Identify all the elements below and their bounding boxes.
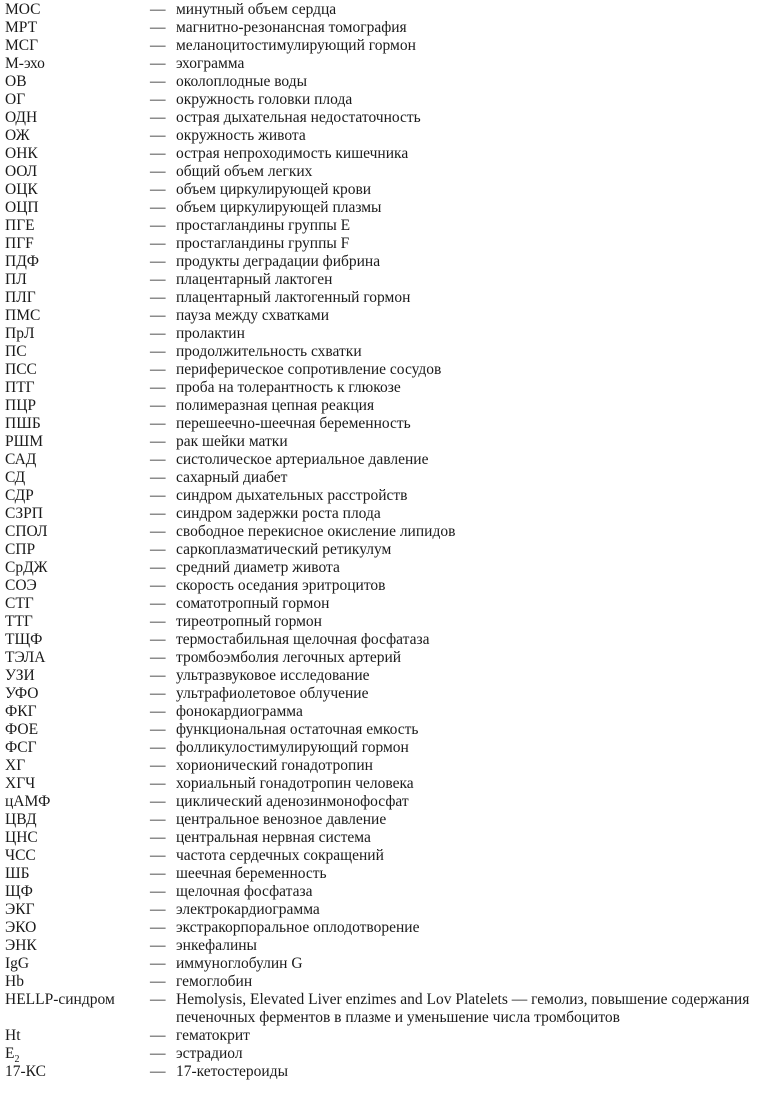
abbreviation-entry bbox=[5, 217, 770, 235]
em-dash-separator: — bbox=[150, 541, 166, 558]
abbreviation-term-text: IgG bbox=[5, 955, 30, 972]
abbreviation-entry bbox=[5, 361, 770, 379]
abbreviation-term-text: E bbox=[5, 1045, 15, 1062]
abbreviation-entry bbox=[5, 829, 770, 847]
abbreviation-term bbox=[5, 307, 150, 325]
abbreviation-entry bbox=[5, 847, 770, 865]
abbreviation-term bbox=[5, 793, 150, 811]
abbreviation-entry bbox=[5, 901, 770, 919]
abbreviation-entry bbox=[5, 811, 770, 829]
abbreviation-definition: гематокрит bbox=[176, 1027, 250, 1044]
abbreviation-term-text: ОЦК bbox=[5, 181, 38, 198]
abbreviation-term bbox=[5, 289, 150, 307]
abbreviation-term-text: МРТ bbox=[5, 19, 38, 36]
em-dash-separator: — bbox=[150, 19, 166, 36]
abbreviation-term-text: ПрЛ bbox=[5, 325, 35, 342]
abbreviation-term-text: ОЦП bbox=[5, 199, 39, 216]
abbreviation-term bbox=[5, 739, 150, 757]
abbreviation-term-text: Hb bbox=[5, 973, 24, 990]
abbreviation-definition: меланоцитостимулирующий гормон bbox=[176, 37, 416, 54]
abbreviation-entry bbox=[5, 793, 770, 811]
abbreviation-entry bbox=[5, 973, 770, 991]
abbreviation-definition: функциональная остаточная емкость bbox=[176, 721, 419, 738]
abbreviation-definition: продукты деградации фибрина bbox=[176, 253, 381, 270]
abbreviation-entry bbox=[5, 379, 770, 397]
abbreviation-term bbox=[5, 325, 150, 343]
abbreviation-entry bbox=[5, 1045, 770, 1066]
abbreviation-definition: эхограмма bbox=[176, 55, 245, 72]
em-dash-separator: — bbox=[150, 829, 166, 846]
abbreviation-term bbox=[5, 145, 150, 163]
abbreviation-term bbox=[5, 415, 150, 433]
em-dash-separator: — bbox=[150, 775, 166, 792]
abbreviation-term-text: ЧСС bbox=[5, 847, 36, 864]
abbreviation-entry bbox=[5, 469, 770, 487]
abbreviation-entry bbox=[5, 1027, 770, 1045]
abbreviation-term-text: СОЭ bbox=[5, 577, 37, 594]
abbreviation-definition: хориальный гонадотропин человека bbox=[176, 775, 414, 792]
em-dash-separator: — bbox=[150, 307, 166, 324]
abbreviation-entry bbox=[5, 991, 770, 1027]
abbreviation-definition: тромбоэмболия легочных артерий bbox=[176, 649, 402, 666]
abbreviation-definition: электрокардиограмма bbox=[176, 901, 320, 918]
abbreviation-term-text: ОЖ bbox=[5, 127, 30, 144]
abbreviation-term-text: РШМ bbox=[5, 433, 44, 450]
abbreviation-entry bbox=[5, 55, 770, 73]
em-dash-separator: — bbox=[150, 73, 166, 90]
em-dash-separator: — bbox=[150, 127, 166, 144]
em-dash-separator: — bbox=[150, 991, 166, 1008]
abbreviation-term-text: М-эхо bbox=[5, 55, 45, 72]
em-dash-separator: — bbox=[150, 1, 166, 18]
em-dash-separator: — bbox=[150, 379, 166, 396]
abbreviation-term bbox=[5, 631, 150, 649]
abbreviation-term-text: ХГ bbox=[5, 757, 26, 774]
abbreviation-term-text: ШБ bbox=[5, 865, 30, 882]
abbreviation-entry bbox=[5, 199, 770, 217]
abbreviation-term bbox=[5, 685, 150, 703]
em-dash-separator: — bbox=[150, 577, 166, 594]
em-dash-separator: — bbox=[150, 523, 166, 540]
abbreviation-term-text: МОС bbox=[5, 1, 41, 18]
abbreviation-entry bbox=[5, 739, 770, 757]
abbreviation-definition: минутный объем сердца bbox=[176, 1, 337, 18]
abbreviation-term-text: ТТГ bbox=[5, 613, 33, 630]
em-dash-separator: — bbox=[150, 145, 166, 162]
abbreviation-term-text: ПЛГ bbox=[5, 289, 36, 306]
abbreviation-term-text: ПЛ bbox=[5, 271, 27, 288]
abbreviation-term bbox=[5, 55, 150, 73]
abbreviation-definition: хорионический гонадотропин bbox=[176, 757, 373, 774]
em-dash-separator: — bbox=[150, 415, 166, 432]
abbreviation-definition: простагландины группы F bbox=[176, 235, 350, 252]
abbreviation-term bbox=[5, 883, 150, 901]
abbreviation-term bbox=[5, 37, 150, 55]
em-dash-separator: — bbox=[150, 703, 166, 720]
abbreviation-definition: продолжительность схватки bbox=[176, 343, 362, 360]
abbreviation-term bbox=[5, 721, 150, 739]
abbreviation-term-text: ФКГ bbox=[5, 703, 37, 720]
em-dash-separator: — bbox=[150, 289, 166, 306]
abbreviation-term-subscript: 2 bbox=[14, 1054, 20, 1066]
em-dash-separator: — bbox=[150, 973, 166, 990]
abbreviation-term-text: ЦВД bbox=[5, 811, 37, 828]
abbreviation-definition: экстракорпоральное оплодотворение bbox=[176, 919, 420, 936]
abbreviation-term bbox=[5, 577, 150, 595]
abbreviation-term-text: ЭКО bbox=[5, 919, 37, 936]
abbreviation-definition: циклический аденозинмонофосфат bbox=[176, 793, 409, 810]
abbreviation-term bbox=[5, 559, 150, 577]
em-dash-separator: — bbox=[150, 91, 166, 108]
abbreviation-term-text: ПМС bbox=[5, 307, 41, 324]
abbreviation-entry bbox=[5, 595, 770, 613]
abbreviation-term-text: ПГЕ bbox=[5, 217, 35, 234]
abbreviation-entry bbox=[5, 649, 770, 667]
abbreviation-definition: тиреотропный гормон bbox=[176, 613, 322, 630]
abbreviation-term-text: ПДФ bbox=[5, 253, 40, 270]
abbreviation-definition: простагландины группы Е bbox=[176, 217, 351, 234]
abbreviation-entry bbox=[5, 955, 770, 973]
abbreviation-term-text: ТЩФ bbox=[5, 631, 43, 648]
abbreviation-term bbox=[5, 181, 150, 199]
abbreviation-term-text: ЭНК bbox=[5, 937, 37, 954]
em-dash-separator: — bbox=[150, 883, 166, 900]
em-dash-separator: — bbox=[150, 271, 166, 288]
abbreviation-term bbox=[5, 379, 150, 397]
abbreviation-entry bbox=[5, 721, 770, 739]
abbreviation-term-text: цАМФ bbox=[5, 793, 51, 810]
em-dash-separator: — bbox=[150, 343, 166, 360]
abbreviation-term-text: СД bbox=[5, 469, 26, 486]
abbreviation-definition: сахарный диабет bbox=[176, 469, 288, 486]
em-dash-separator: — bbox=[150, 901, 166, 918]
abbreviation-term bbox=[5, 397, 150, 415]
abbreviation-term bbox=[5, 757, 150, 775]
abbreviation-term-text: ХГЧ bbox=[5, 775, 36, 792]
abbreviation-entry bbox=[5, 523, 770, 541]
abbreviation-term bbox=[5, 667, 150, 685]
abbreviation-entry bbox=[5, 1063, 770, 1081]
abbreviation-term bbox=[5, 919, 150, 937]
abbreviation-entry bbox=[5, 37, 770, 55]
abbreviation-term-text: ПС bbox=[5, 343, 27, 360]
abbreviation-definition: острая дыхательная недостаточность bbox=[176, 109, 421, 126]
abbreviation-term bbox=[5, 1063, 150, 1081]
abbreviation-entry bbox=[5, 1, 770, 19]
abbreviation-definition: систолическое артериальное давление bbox=[176, 451, 429, 468]
abbreviation-definition: гемоглобин bbox=[176, 973, 253, 990]
abbreviation-term bbox=[5, 955, 150, 973]
abbreviation-term bbox=[5, 217, 150, 235]
abbreviation-term-text: ТЭЛА bbox=[5, 649, 46, 666]
abbreviation-term-text: ПШБ bbox=[5, 415, 41, 432]
abbreviation-entry bbox=[5, 415, 770, 433]
abbreviation-definition: щелочная фосфатаза bbox=[176, 883, 313, 900]
abbreviation-term-text: УФО bbox=[5, 685, 39, 702]
abbreviation-term-text: САД bbox=[5, 451, 37, 468]
abbreviation-term bbox=[5, 829, 150, 847]
abbreviation-entry bbox=[5, 109, 770, 127]
abbreviation-entry bbox=[5, 73, 770, 91]
abbreviation-definition: Hemolysis, Elevated Liver enzimes and Lov Platelets — гемолиз, повышение содержания печеночных ферментов в плазме и уменьшение числа тромбоцитов bbox=[176, 991, 750, 1026]
abbreviation-definition: острая непроходимость кишечника bbox=[176, 145, 409, 162]
abbreviation-entry bbox=[5, 91, 770, 109]
abbreviation-definition: плацентарный лактогенный гормон bbox=[176, 289, 411, 306]
abbreviation-term bbox=[5, 451, 150, 469]
abbreviation-definition: проба на толерантность к глюкозе bbox=[176, 379, 401, 396]
abbreviation-entry bbox=[5, 343, 770, 361]
em-dash-separator: — bbox=[150, 361, 166, 378]
em-dash-separator: — bbox=[150, 55, 166, 72]
abbreviation-term bbox=[5, 73, 150, 91]
abbreviation-term bbox=[5, 811, 150, 829]
abbreviation-entry bbox=[5, 19, 770, 37]
abbreviation-entry bbox=[5, 145, 770, 163]
abbreviation-entry bbox=[5, 253, 770, 271]
em-dash-separator: — bbox=[150, 721, 166, 738]
abbreviation-term bbox=[5, 1, 150, 19]
em-dash-separator: — bbox=[150, 757, 166, 774]
abbreviation-term-text: ПЦР bbox=[5, 397, 37, 414]
abbreviation-term-text: ОГ bbox=[5, 91, 26, 108]
em-dash-separator: — bbox=[150, 397, 166, 414]
abbreviation-definition: окружность живота bbox=[176, 127, 306, 144]
abbreviation-entry bbox=[5, 757, 770, 775]
abbreviation-entry bbox=[5, 559, 770, 577]
abbreviation-entry bbox=[5, 397, 770, 415]
em-dash-separator: — bbox=[150, 739, 166, 756]
abbreviation-term-text: МСГ bbox=[5, 37, 39, 54]
em-dash-separator: — bbox=[150, 181, 166, 198]
em-dash-separator: — bbox=[150, 1063, 166, 1080]
abbreviation-term bbox=[5, 901, 150, 919]
abbreviation-definition: ультразвуковое исследование bbox=[176, 667, 370, 684]
abbreviation-definition: энкефалины bbox=[176, 937, 257, 954]
em-dash-separator: — bbox=[150, 37, 166, 54]
abbreviation-term-text: ПГF bbox=[5, 235, 34, 252]
abbreviation-term bbox=[5, 775, 150, 793]
abbreviation-entry bbox=[5, 883, 770, 901]
abbreviation-entry bbox=[5, 937, 770, 955]
abbreviation-definition: термостабильная щелочная фосфатаза bbox=[176, 631, 430, 648]
em-dash-separator: — bbox=[150, 865, 166, 882]
abbreviation-entry bbox=[5, 163, 770, 181]
abbreviation-definition: саркоплазматический ретикулум bbox=[176, 541, 392, 558]
abbreviation-term bbox=[5, 343, 150, 361]
em-dash-separator: — bbox=[150, 163, 166, 180]
abbreviation-term bbox=[5, 1045, 150, 1066]
abbreviation-definition: центральная нервная система bbox=[176, 829, 371, 846]
abbreviation-definition: перешеечно-шеечная беременность bbox=[176, 415, 411, 432]
abbreviation-definition: средний диаметр живота bbox=[176, 559, 340, 576]
abbreviation-definition: объем циркулирующей плазмы bbox=[176, 199, 382, 216]
abbreviation-entry bbox=[5, 181, 770, 199]
abbreviation-term bbox=[5, 541, 150, 559]
em-dash-separator: — bbox=[150, 649, 166, 666]
abbreviation-term bbox=[5, 127, 150, 145]
em-dash-separator: — bbox=[150, 235, 166, 252]
abbreviation-entry bbox=[5, 865, 770, 883]
abbreviation-term bbox=[5, 649, 150, 667]
abbreviation-term bbox=[5, 703, 150, 721]
abbreviation-definition: полимеразная цепная реакция bbox=[176, 397, 375, 414]
abbreviation-term bbox=[5, 109, 150, 127]
em-dash-separator: — bbox=[150, 595, 166, 612]
abbreviation-entry bbox=[5, 919, 770, 937]
abbreviation-definition: центральное венозное давление bbox=[176, 811, 387, 828]
abbreviation-entry bbox=[5, 487, 770, 505]
abbreviation-term bbox=[5, 523, 150, 541]
em-dash-separator: — bbox=[150, 667, 166, 684]
em-dash-separator: — bbox=[150, 325, 166, 342]
abbreviation-definition: общий объем легких bbox=[176, 163, 313, 180]
abbreviation-definition: ультрафиолетовое облучение bbox=[176, 685, 369, 702]
abbreviation-entry bbox=[5, 433, 770, 451]
abbreviation-entry bbox=[5, 127, 770, 145]
abbreviation-term-text: СПР bbox=[5, 541, 36, 558]
abbreviation-term bbox=[5, 253, 150, 271]
abbreviation-definition: рак шейки матки bbox=[176, 433, 288, 450]
abbreviation-definition: периферическое сопротивление сосудов bbox=[176, 361, 442, 378]
abbreviation-term bbox=[5, 1027, 150, 1045]
em-dash-separator: — bbox=[150, 217, 166, 234]
em-dash-separator: — bbox=[150, 505, 166, 522]
abbreviation-term bbox=[5, 469, 150, 487]
abbreviation-term-text: ЭКГ bbox=[5, 901, 35, 918]
em-dash-separator: — bbox=[150, 811, 166, 828]
em-dash-separator: — bbox=[150, 253, 166, 270]
abbreviation-term bbox=[5, 613, 150, 631]
abbreviation-term-text: ЦНС bbox=[5, 829, 38, 846]
em-dash-separator: — bbox=[150, 559, 166, 576]
em-dash-separator: — bbox=[150, 847, 166, 864]
em-dash-separator: — bbox=[150, 433, 166, 450]
abbreviation-term bbox=[5, 271, 150, 289]
abbreviation-term-text: ОДН bbox=[5, 109, 38, 126]
em-dash-separator: — bbox=[150, 919, 166, 936]
abbreviation-term bbox=[5, 19, 150, 37]
abbreviation-term bbox=[5, 235, 150, 253]
abbreviation-definition: объем циркулирующей крови bbox=[176, 181, 372, 198]
abbreviation-definition: свободное перекисное окисление липидов bbox=[176, 523, 456, 540]
abbreviation-definition: соматотропный гормон bbox=[176, 595, 330, 612]
abbreviation-definition: плацентарный лактоген bbox=[176, 271, 333, 288]
abbreviation-entry bbox=[5, 577, 770, 595]
em-dash-separator: — bbox=[150, 1027, 166, 1044]
em-dash-separator: — bbox=[150, 487, 166, 504]
abbreviation-term-text: ОНК bbox=[5, 145, 38, 162]
em-dash-separator: — bbox=[150, 451, 166, 468]
abbreviation-term bbox=[5, 163, 150, 181]
abbreviation-definition: скорость оседания эритроцитов bbox=[176, 577, 386, 594]
abbreviation-definition: шеечная беременность bbox=[176, 865, 327, 882]
em-dash-separator: — bbox=[150, 613, 166, 630]
abbreviation-term bbox=[5, 865, 150, 883]
em-dash-separator: — bbox=[150, 109, 166, 126]
abbreviation-definition: окружность головки плода bbox=[176, 91, 353, 108]
abbreviation-term bbox=[5, 505, 150, 523]
abbreviation-entry bbox=[5, 235, 770, 253]
abbreviation-definition: пауза между схватками bbox=[176, 307, 329, 324]
abbreviation-entry bbox=[5, 703, 770, 721]
abbreviation-term-text: СПОЛ bbox=[5, 523, 48, 540]
abbreviation-definition: синдром задержки роста плода bbox=[176, 505, 381, 522]
abbreviation-definition: фонокардиограмма bbox=[176, 703, 303, 720]
abbreviation-term-text: ФСГ bbox=[5, 739, 37, 756]
abbreviation-term bbox=[5, 487, 150, 505]
abbreviation-entry bbox=[5, 307, 770, 325]
abbreviation-entry bbox=[5, 451, 770, 469]
em-dash-separator: — bbox=[150, 937, 166, 954]
abbreviation-entry bbox=[5, 289, 770, 307]
abbreviation-term-text: СрДЖ bbox=[5, 559, 48, 576]
abbreviation-definition: магнитно-резонансная томография bbox=[176, 19, 407, 36]
abbreviation-entry bbox=[5, 685, 770, 703]
abbreviation-entry bbox=[5, 325, 770, 343]
abbreviation-term bbox=[5, 91, 150, 109]
abbreviation-term bbox=[5, 973, 150, 991]
abbreviation-definition: пролактин bbox=[176, 325, 245, 342]
em-dash-separator: — bbox=[150, 955, 166, 972]
abbreviation-term-text: ЩФ bbox=[5, 883, 33, 900]
abbreviation-entry bbox=[5, 271, 770, 289]
abbreviation-list bbox=[5, 1, 770, 1081]
abbreviation-term bbox=[5, 991, 150, 1027]
abbreviation-term bbox=[5, 361, 150, 379]
em-dash-separator: — bbox=[150, 631, 166, 648]
abbreviation-term-text: СДР bbox=[5, 487, 34, 504]
abbreviation-entry bbox=[5, 505, 770, 523]
abbreviation-entry bbox=[5, 667, 770, 685]
abbreviation-term-text: 17-КС bbox=[5, 1063, 46, 1080]
abbreviation-entry bbox=[5, 613, 770, 631]
abbreviation-term bbox=[5, 937, 150, 955]
em-dash-separator: — bbox=[150, 793, 166, 810]
em-dash-separator: — bbox=[150, 685, 166, 702]
abbreviation-definition: иммуноглобулин G bbox=[176, 955, 303, 972]
abbreviation-definition: фолликулостимулирующий гормон bbox=[176, 739, 409, 756]
abbreviation-term-text: HELLP-синдром bbox=[5, 991, 115, 1008]
abbreviation-term-text: УЗИ bbox=[5, 667, 35, 684]
abbreviation-definition: 17-кетостероиды bbox=[176, 1063, 289, 1080]
abbreviation-term-text: ПСС bbox=[5, 361, 37, 378]
abbreviation-term bbox=[5, 847, 150, 865]
abbreviation-term-text: ПТГ bbox=[5, 379, 35, 396]
abbreviation-definition: частота сердечных сокращений bbox=[176, 847, 384, 864]
abbreviation-term-text: ФОЕ bbox=[5, 721, 39, 738]
em-dash-separator: — bbox=[150, 1045, 166, 1062]
abbreviation-term bbox=[5, 199, 150, 217]
abbreviation-term-text: ОВ bbox=[5, 73, 27, 90]
abbreviation-definition: околоплодные воды bbox=[176, 73, 308, 90]
abbreviation-term-text: СЗРП bbox=[5, 505, 43, 522]
abbreviation-term bbox=[5, 595, 150, 613]
em-dash-separator: — bbox=[150, 469, 166, 486]
abbreviation-entry bbox=[5, 775, 770, 793]
abbreviation-definition: синдром дыхательных расстройств bbox=[176, 487, 408, 504]
em-dash-separator: — bbox=[150, 199, 166, 216]
abbreviation-entry bbox=[5, 631, 770, 649]
abbreviation-definition: эстрадиол bbox=[176, 1045, 243, 1062]
abbreviation-term-text: СТГ bbox=[5, 595, 34, 612]
abbreviation-term-text: ООЛ bbox=[5, 163, 38, 180]
abbreviation-entry bbox=[5, 541, 770, 559]
abbreviation-term-text: Ht bbox=[5, 1027, 21, 1044]
abbreviation-term bbox=[5, 433, 150, 451]
